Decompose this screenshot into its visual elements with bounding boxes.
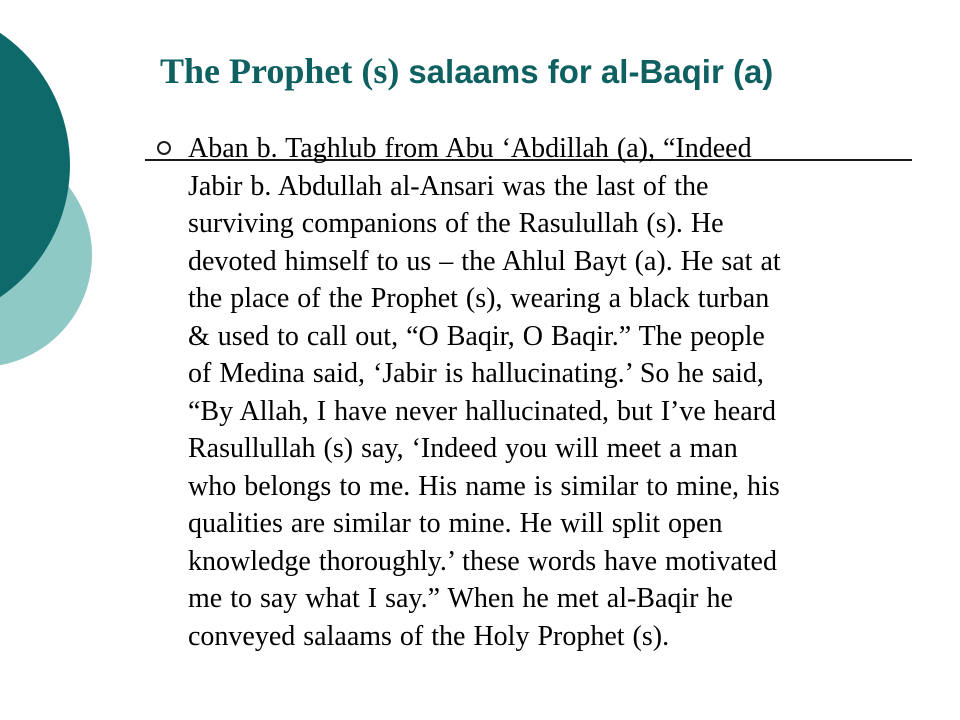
- paragraph-line: knowledge thoroughly.’ these words have motivated: [188, 545, 777, 577]
- slide-title: [160, 46, 773, 97]
- paragraph-line: “By Allah, I have never hallucinated, but I’ve heard: [188, 395, 776, 427]
- paragraph-line: devoted himself to us – the Ahlul Bayt (a). He sat at: [188, 245, 781, 277]
- paragraph-line: who belongs to me. His name is similar to mine, his: [188, 470, 780, 502]
- quote-paragraph: [188, 130, 781, 655]
- decorative-circles: [0, 0, 110, 380]
- paragraph-line: surviving companions of the Rasulullah (s). He: [188, 208, 724, 239]
- bullet-circle-icon: [157, 141, 171, 155]
- paragraph-line: me to say what I say.” When he met al-Baqir he: [188, 583, 733, 614]
- paragraph-line: & used to call out, “O Baqir, O Baqir.” The people: [188, 320, 765, 352]
- paragraph-line: qualities are similar to mine. He will split open: [188, 508, 723, 539]
- paragraph-line: conveyed salaams of the Holy Prophet (s).: [188, 620, 670, 652]
- paragraph-line: Rasullullah (s) say, ‘Indeed you will meet a man: [188, 433, 738, 464]
- title-part-1: The Prophet (s): [160, 51, 409, 91]
- paragraph-line: of Medina said, ‘Jabir is hallucinating.’ So he said,: [188, 358, 764, 389]
- paragraph-line: the place of the Prophet (s), wearing a black turban: [188, 283, 770, 314]
- paragraph-line: Aban b. Taghlub from Abu ‘Abdillah (a), “Indeed: [188, 133, 752, 164]
- paragraph-line: Jabir b. Abdullah al-Ansari was the last of the: [188, 170, 709, 202]
- title-part-2: salaams for al-Baqir (a): [408, 53, 774, 90]
